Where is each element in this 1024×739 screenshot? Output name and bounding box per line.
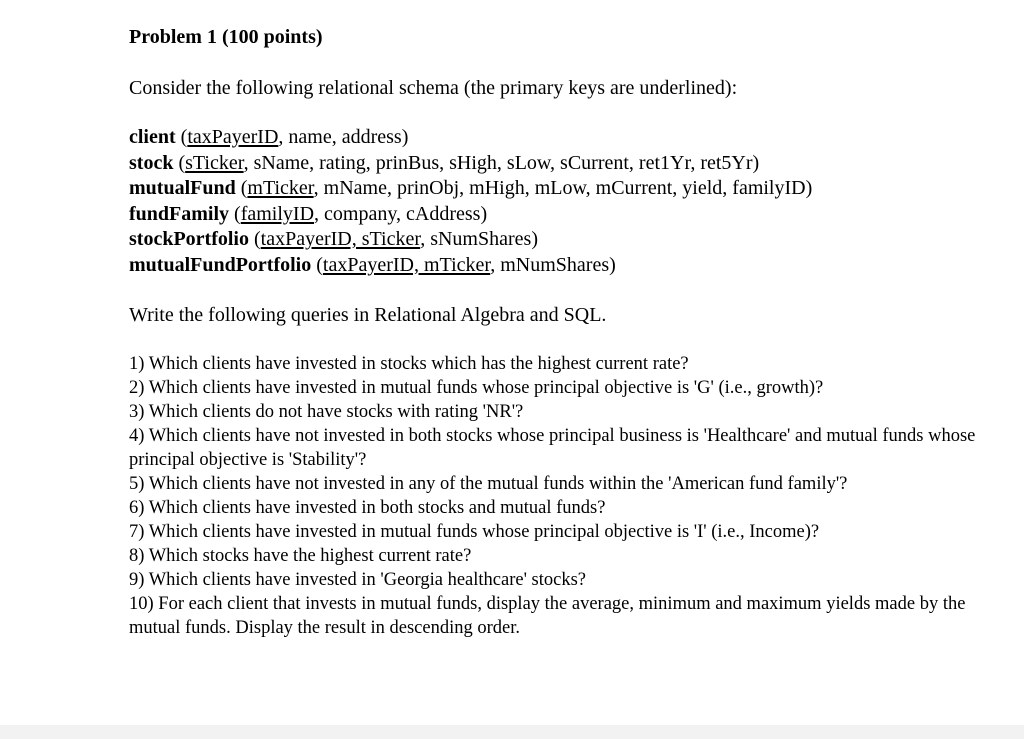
query-question: 9) Which clients have invested in 'Georgia healthcare' stocks?	[129, 570, 587, 590]
query-question: 7) Which clients have invested in mutual funds whose principal objective is 'I' (i.e., Income)?	[129, 522, 820, 542]
schema-relation: mutualFundPortfolio (taxPayerID, mTicker, mNumShares)	[129, 253, 616, 276]
schema-relation: client (taxPayerID, name, address)	[129, 126, 409, 148]
primary-key: taxPayerID	[187, 126, 279, 148]
query-question: 10) For each client that invests in mutual funds, display the average, minimum and maximum yields made by the mutual funds. Display the result in descending order.	[129, 594, 966, 638]
query-question: 5) Which clients have not invested in any of the mutual funds within the 'American fund family'?	[129, 474, 848, 494]
query-question: 4) Which clients have not invested in both stocks whose principal business is 'Healthcare' and mutual funds whose principal objective is 'Stability'?	[129, 426, 976, 470]
relation-attributes: , company, cAddress	[314, 202, 481, 225]
relation-attributes: , mNumShares	[490, 253, 610, 276]
questions-list	[129, 352, 1009, 640]
schema-relation: stock (sTicker, sName, rating, prinBus, sHigh, sLow, sCurrent, ret1Yr, ret5Yr)	[129, 151, 760, 174]
intro-text: Consider the following relational schema (the primary keys are underlined):	[129, 77, 738, 99]
schema-relation: stockPortfolio (taxPayerID, sTicker, sNumShares)	[129, 228, 538, 250]
relation-name: mutualFundPortfolio	[129, 253, 312, 276]
query-question: 6) Which clients have invested in both stocks and mutual funds?	[129, 498, 606, 518]
document-page	[129, 24, 1009, 659]
query-question: 2) Which clients have invested in mutual funds whose principal objective is 'G' (i.e., growth)?	[129, 378, 824, 398]
schema-relation: mutualFund (mTicker, mName, prinObj, mHigh, mLow, mCurrent, yield, familyID)	[129, 177, 813, 199]
query-question: 8) Which stocks have the highest current rate?	[129, 546, 472, 566]
query-question: 1) Which clients have invested in stocks which has the highest current rate?	[129, 354, 689, 374]
relation-name: mutualFund	[129, 177, 236, 199]
relation-name: stockPortfolio	[129, 228, 249, 250]
relation-name: stock	[129, 151, 174, 174]
page-bottom-edge	[0, 725, 1024, 739]
relation-attributes: , sName, rating, prinBus, sHigh, sLow, sCurrent, ret1Yr, ret5Yr	[243, 151, 753, 174]
primary-key: familyID	[240, 202, 315, 225]
primary-key: taxPayerID, mTicker	[322, 253, 491, 276]
schema-block	[129, 125, 1009, 278]
problem-title: Problem 1 (100 points)	[129, 26, 323, 48]
instruction-text: Write the following queries in Relational Algebra and SQL.	[129, 304, 607, 326]
relation-name: client	[129, 126, 176, 148]
schema-relation: fundFamily (familyID, company, cAddress)	[129, 202, 488, 225]
primary-key: taxPayerID, sTicker	[260, 228, 421, 250]
query-question: 3) Which clients do not have stocks with rating 'NR'?	[129, 402, 524, 422]
relation-name: fundFamily	[129, 202, 230, 225]
relation-attributes: , mName, prinObj, mHigh, mLow, mCurrent, yield, familyID	[313, 177, 806, 199]
relation-attributes: , sNumShares	[420, 228, 532, 250]
primary-key: sTicker	[185, 151, 244, 174]
relation-attributes: , name, address	[278, 126, 402, 148]
primary-key: mTicker	[247, 177, 314, 199]
